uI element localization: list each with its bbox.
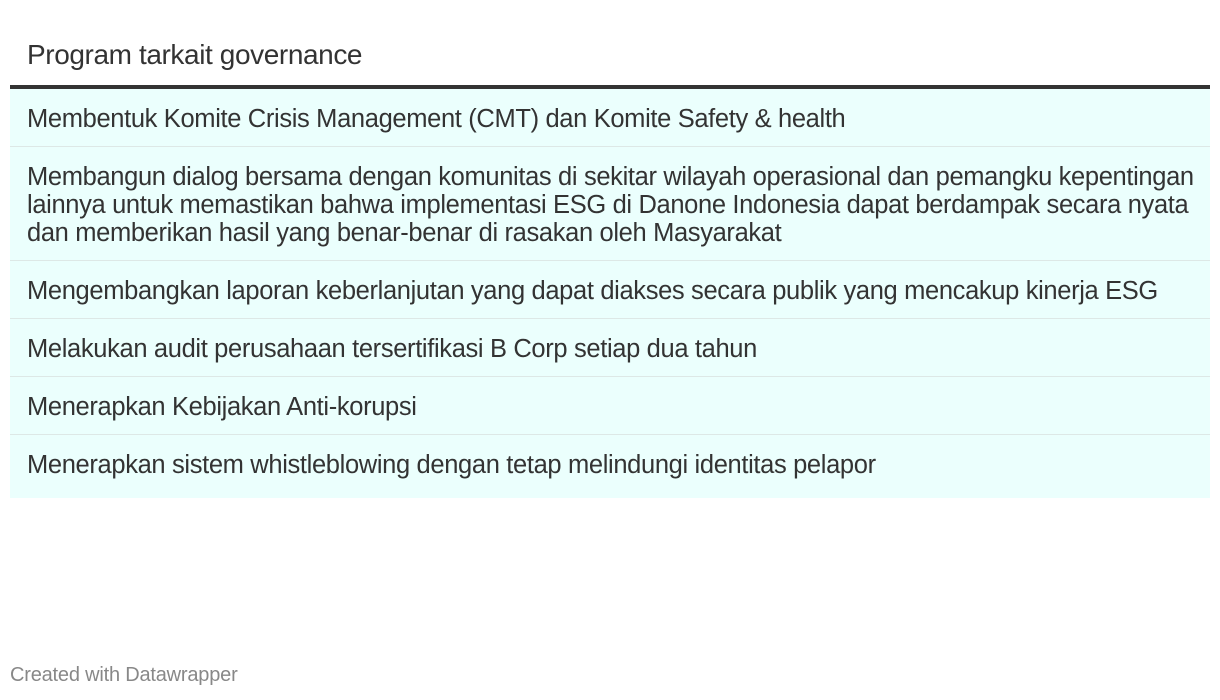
column-header[interactable]: Program tarkait governance bbox=[10, 30, 1210, 87]
table-row bbox=[10, 87, 1210, 147]
datawrapper-credit[interactable]: Created with Datawrapper bbox=[10, 664, 238, 686]
table-cell: Membentuk Komite Crisis Management (CMT) dan Komite Safety & health bbox=[10, 87, 1210, 147]
data-table bbox=[10, 30, 1210, 498]
table-row bbox=[10, 147, 1210, 261]
table-row bbox=[10, 319, 1210, 377]
table-cell: Mengembangkan laporan keberlanjutan yang dapat diakses secara publik yang mencakup kinerja ESG bbox=[10, 261, 1210, 319]
table-cell: Melakukan audit perusahaan tersertifikasi B Corp setiap dua tahun bbox=[10, 319, 1210, 377]
table-row bbox=[10, 435, 1210, 499]
data-table-container bbox=[10, 30, 1210, 498]
table-cell: Menerapkan Kebijakan Anti-korupsi bbox=[10, 377, 1210, 435]
table-row bbox=[10, 261, 1210, 319]
table-cell: Menerapkan sistem whistleblowing dengan tetap melindungi identitas pelapor bbox=[10, 435, 1210, 499]
table-cell: Membangun dialog bersama dengan komunitas di sekitar wilayah operasional dan pemangku kepentingan lainnya untuk memastikan bahwa implementasi ESG di Danone Indonesia dapat berdampak secara nyata dan memberikan hasil yang benar-benar di rasakan oleh Masyarakat bbox=[10, 147, 1210, 261]
table-header-row bbox=[10, 30, 1210, 87]
table-row bbox=[10, 377, 1210, 435]
